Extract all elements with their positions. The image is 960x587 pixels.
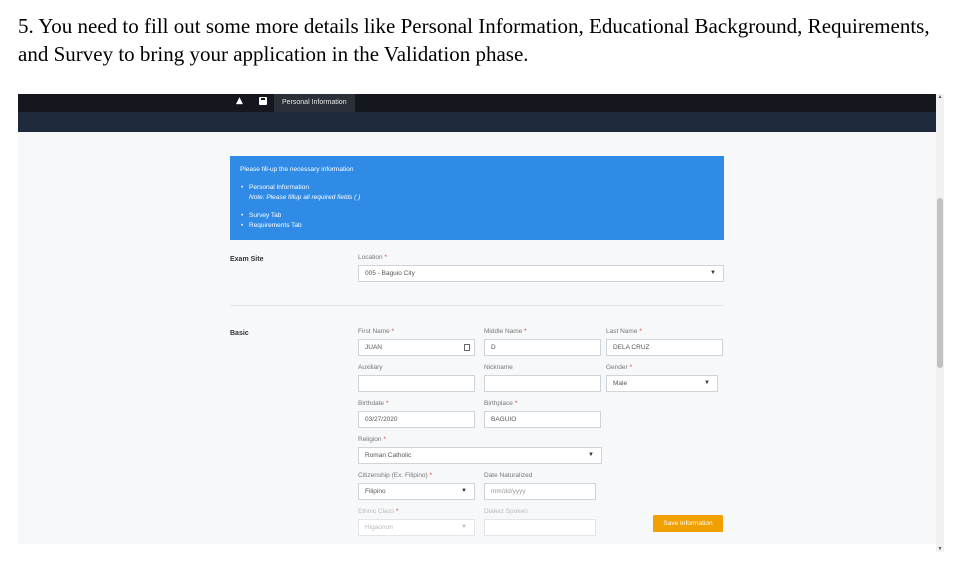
notice-heading: Please fill-up the necessary information: [240, 166, 354, 173]
sub-navbar: [18, 112, 936, 132]
notice-item-personal: • Personal Information: [240, 183, 714, 193]
citizenship-select[interactable]: Filipino ▼: [358, 483, 475, 500]
section-divider: [230, 305, 724, 306]
birthdate-input[interactable]: 03/27/2020: [358, 411, 475, 428]
citizenship-label: Citizenship (Ex. Filipino) *: [358, 472, 433, 479]
religion-select[interactable]: Roman Catholic ▼: [358, 447, 602, 464]
last-name-label: Last Name *: [606, 328, 642, 335]
middle-name-label: Middle Name *: [484, 328, 527, 335]
ethnic-class-select[interactable]: Higaonon ▼: [358, 519, 475, 536]
save-information-button[interactable]: Save Information: [653, 515, 723, 532]
chevron-down-icon: ▼: [704, 380, 710, 386]
dialect-input[interactable]: [484, 519, 596, 536]
chevron-down-icon: ▼: [461, 524, 467, 530]
chevron-down-icon: ▼: [461, 488, 467, 494]
first-name-label: First Name *: [358, 328, 395, 335]
save-icon[interactable]: [259, 97, 267, 105]
nickname-input[interactable]: [484, 375, 601, 392]
gender-select[interactable]: Male ▼: [606, 375, 718, 392]
last-name-input[interactable]: DELA CRUZ: [606, 339, 723, 356]
instruction-text: 5. You need to fill out some more details like Personal Information, Educational Background, Requirements, and Survey to bring your application in the Validation phase.: [18, 14, 930, 66]
auxiliary-input[interactable]: [358, 375, 475, 392]
middle-name-input[interactable]: D: [484, 339, 601, 356]
birthdate-label: Birthdate *: [358, 400, 389, 407]
notice-item-requirements: • Requirements Tab: [240, 221, 714, 231]
scroll-down-arrow-icon[interactable]: ▼: [937, 546, 943, 552]
auxiliary-label: Auxiliary: [358, 364, 383, 371]
birthplace-input[interactable]: BAGUIO: [484, 411, 601, 428]
notice-item-survey: • Survey Tab: [240, 211, 714, 221]
contact-card-icon: [464, 344, 470, 351]
top-navbar: [18, 94, 936, 112]
info-notice: [230, 156, 724, 240]
bell-icon[interactable]: ▲: [236, 96, 243, 106]
religion-label: Religion *: [358, 436, 386, 443]
gender-label: Gender *: [606, 364, 633, 371]
location-select[interactable]: 005 - Baguio City ▼: [358, 265, 724, 282]
exam-site-label: Exam Site: [230, 256, 264, 263]
scrollbar-thumb[interactable]: [937, 198, 943, 368]
dialect-label: Dialect Spoken: [484, 508, 528, 515]
notice-note: Note: Please fillup all required fields ( ): [249, 194, 361, 201]
date-naturalized-label: Date Naturalized: [484, 472, 533, 479]
scrollbar[interactable]: [936, 94, 944, 552]
basic-label: Basic: [230, 330, 249, 337]
first-name-input[interactable]: JUAN: [358, 339, 475, 356]
birthplace-label: Birthplace *: [484, 400, 518, 407]
ethnic-class-label: Ethnic Class *: [358, 508, 399, 515]
tab-personal-information[interactable]: Personal Information: [274, 94, 355, 112]
chevron-down-icon: ▼: [588, 452, 594, 458]
chevron-down-icon: ▼: [710, 270, 716, 276]
app-screenshot: [18, 94, 936, 544]
location-label: Location *: [358, 254, 387, 261]
scroll-up-arrow-icon[interactable]: ▲: [937, 94, 943, 100]
date-naturalized-input[interactable]: mm/dd/yyyy: [484, 483, 596, 500]
nickname-label: Nickname: [484, 364, 513, 371]
